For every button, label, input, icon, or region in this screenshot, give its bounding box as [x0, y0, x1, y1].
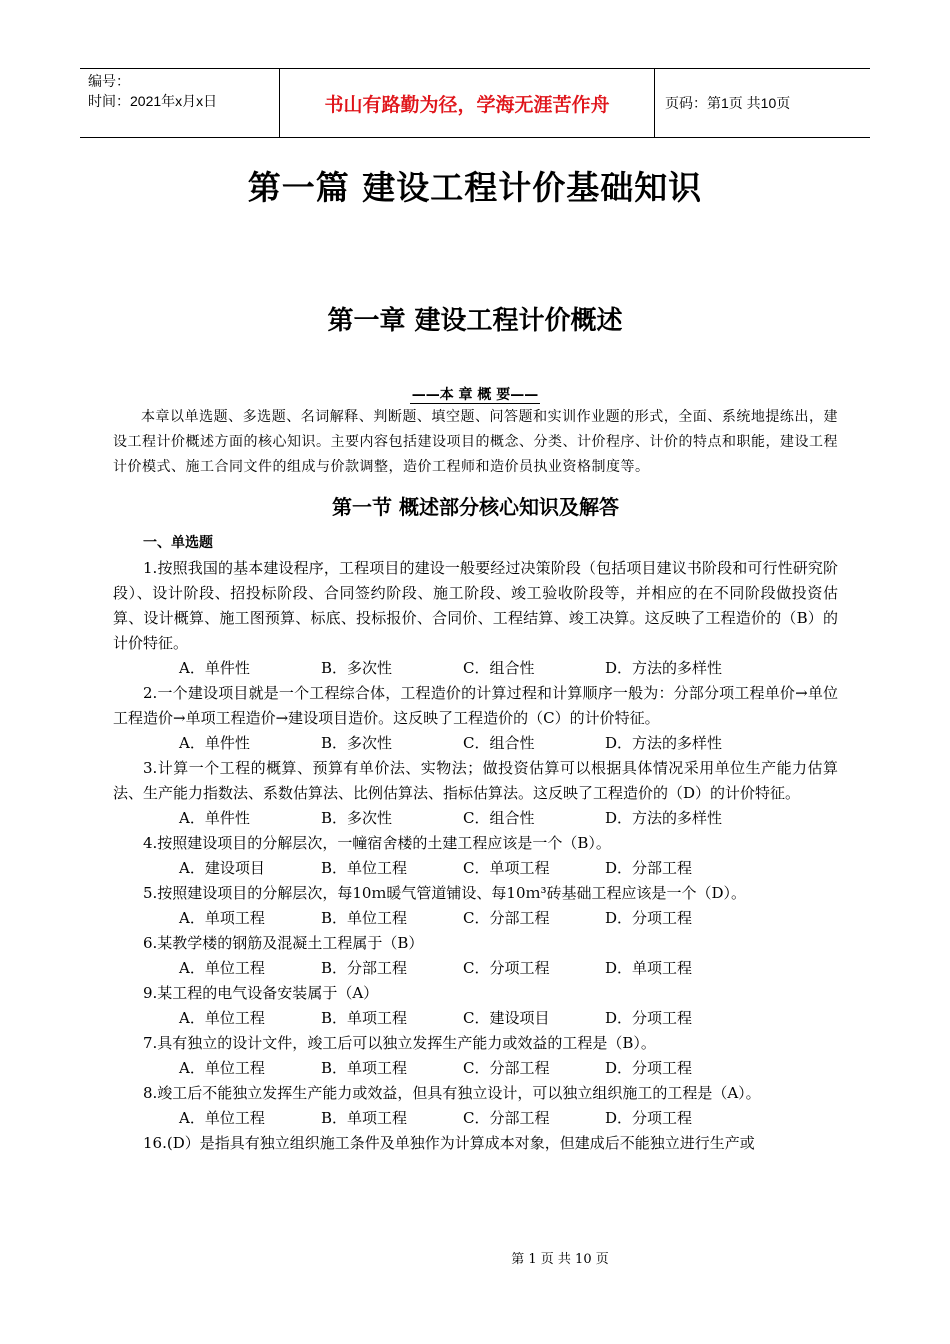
option-item: C．分部工程 [463, 1059, 550, 1077]
chapter-title: 第一章 建设工程计价概述 [327, 306, 623, 336]
serial-label: 编号： [88, 73, 130, 89]
question-options [113, 1106, 838, 1131]
question-text: 4.按照建设项目的分解层次，一幢宿舍楼的土建工程应该是一个（B）。 [143, 834, 611, 852]
page-header [80, 68, 870, 138]
option-item: A．单项工程 [179, 909, 265, 927]
header-motto: 书山有路勤为径，学海无涯苦作舟 [280, 69, 655, 137]
option-item: B．单项工程 [321, 1059, 408, 1077]
option-item: B．多次性 [321, 809, 393, 827]
time-label: 时间：2021年x月x日 [88, 93, 218, 109]
option-item: C．组合性 [463, 734, 535, 752]
option-item: A．单位工程 [179, 1009, 265, 1027]
part-title: 第一篇 建设工程计价基础知识 [247, 168, 703, 207]
option-item: D．方法的多样性 [605, 809, 723, 827]
question-options [113, 806, 838, 831]
option-item: B．单位工程 [321, 909, 408, 927]
question-text: 5.按照建设项目的分解层次，每10ｍ暖气管道铺设、每10ｍ³砖基础工程应该是一个（D）。 [143, 884, 747, 902]
option-item: B．单项工程 [321, 1009, 408, 1027]
option-item: D．分项工程 [605, 1059, 693, 1077]
option-item: A．单件性 [179, 809, 250, 827]
subsection-heading: 一、单选题 [143, 535, 213, 551]
option-item: D．分项工程 [605, 1109, 693, 1127]
question-text: 1.按照我国的基本建设程序，工程项目的建设一般要经过决策阶段（包括项目建议书阶段和可行性研究阶段）、设计阶段、招投标阶段、合同签约阶段、施工阶段、竣工验收阶段等，并相应的在不同阶段做投资估算、设计概算、施工图预算、标底、投标报价、合同价、工程结算、竣工决算。这反映了工程造价的（B）的计价特征。 [113, 559, 838, 652]
option-item: D．分部工程 [605, 859, 693, 877]
question-list [113, 556, 838, 1156]
option-item: A．单位工程 [179, 1109, 265, 1127]
option-item: B．多次性 [321, 659, 393, 677]
summary-text: 本章以单选题、多选题、名词解释、判断题、填空题、问答题和实训作业题的形式，全面、系统地提练出，建设工程计价概述方面的核心知识。主要内容包括建设项目的概念、分类、计价程序、计价的特点和职能，建设工程计价模式、施工合同文件的组成与价款调整，造价工程师和造价员执业资格制度等。 [113, 409, 838, 475]
summary-heading: ——本 章 概 要—— [411, 387, 539, 403]
question-text: 2.一个建设项目就是一个工程综合体，工程造价的计算过程和计算顺序一般为：分部分项工程单价→单位工程造价→单项工程造价→建设项目造价。这反映了工程造价的（C）的计价特征。 [113, 684, 838, 727]
option-item: A．单件性 [179, 659, 250, 677]
option-item: C．分部工程 [463, 909, 550, 927]
question-text: 6.某教学楼的钢筋及混凝土工程属于（B） [143, 934, 424, 952]
option-item: C．组合性 [463, 809, 535, 827]
question-options [113, 731, 838, 756]
question-options [113, 1056, 838, 1081]
section-title: 第一节 概述部分核心知识及解答 [332, 495, 619, 519]
option-item: D．方法的多样性 [605, 659, 723, 677]
question-options [113, 956, 838, 981]
header-meta [80, 69, 280, 137]
option-item: C．单项工程 [463, 859, 550, 877]
question-text: 7.具有独立的设计文件，竣工后可以独立发挥生产能力或效益的工程是（B）。 [143, 1034, 656, 1052]
question-options [113, 856, 838, 881]
document-body [113, 405, 838, 1156]
question-text: 3.计算一个工程的概算、预算有单价法、实物法；做投资估算可以根据具体情况采用单位生产能力估算法、生产能力指数法、系数估算法、比例估算法、指标估算法。这反映了工程造价的（D）的计价特征。 [113, 759, 838, 802]
header-page-info: 页码：第1页 共10页 [665, 95, 791, 111]
option-item: D．方法的多样性 [605, 734, 723, 752]
option-item: C．组合性 [463, 659, 535, 677]
option-item: A．单件性 [179, 734, 250, 752]
option-item: B．分部工程 [321, 959, 408, 977]
option-item: C．分部工程 [463, 1109, 550, 1127]
question-text: 16.(D）是指具有独立组织施工条件及单独作为计算成本对象，但建成后不能独立进行生产或 [143, 1134, 755, 1152]
question-options [113, 656, 838, 681]
option-item: D．分项工程 [605, 1009, 693, 1027]
page-footer: 第 1 页 共 10 页 [511, 1252, 609, 1267]
option-item: D．单项工程 [605, 959, 693, 977]
question-options [113, 1006, 838, 1031]
option-item: D．分项工程 [605, 909, 693, 927]
option-item: A．建设项目 [179, 859, 265, 877]
option-item: B．单项工程 [321, 1109, 408, 1127]
question-text: 9.某工程的电气设备安装属于（A） [143, 984, 379, 1002]
question-options [113, 906, 838, 931]
option-item: A．单位工程 [179, 959, 265, 977]
option-item: C．建设项目 [463, 1009, 550, 1027]
option-item: A．单位工程 [179, 1059, 265, 1077]
option-item: B．多次性 [321, 734, 393, 752]
question-text: 8.竣工后不能独立发挥生产能力或效益，但具有独立设计，可以独立组织施工的工程是（A）。 [143, 1084, 761, 1102]
option-item: C．分项工程 [463, 959, 550, 977]
option-item: B．单位工程 [321, 859, 408, 877]
